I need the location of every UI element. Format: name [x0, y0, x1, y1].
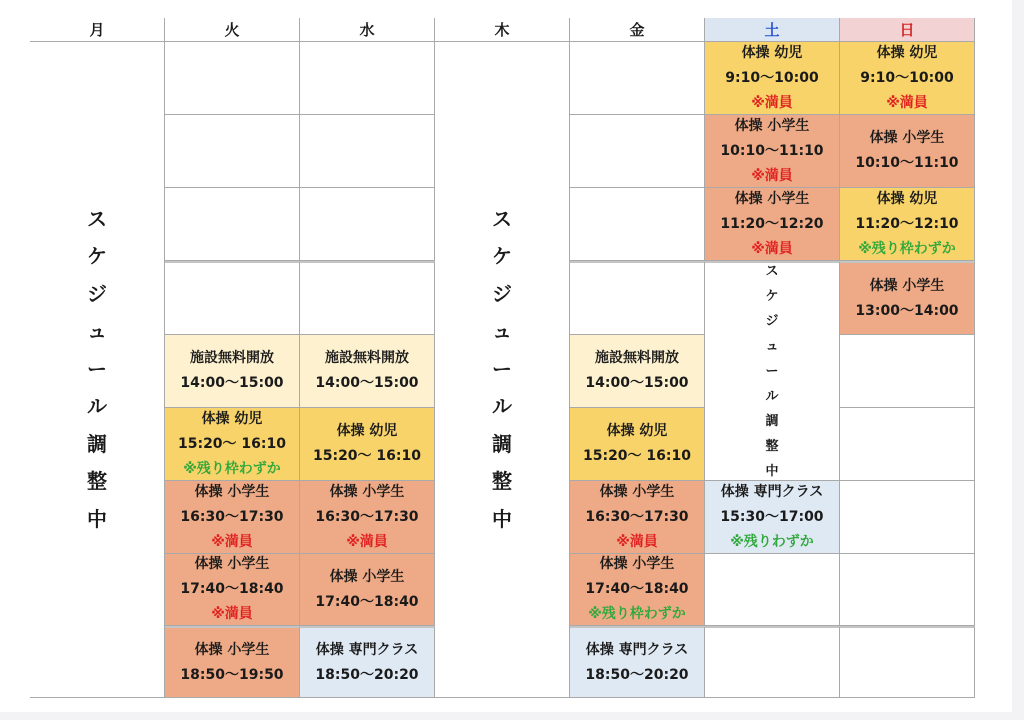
tue-empty-1: [165, 42, 300, 115]
sat-empty-1: [705, 554, 840, 626]
status-full: ※満員: [346, 533, 388, 550]
wed-class-advanced: 体操 専門クラス 18:50〜20:20: [300, 626, 435, 698]
fri-empty-3: [570, 188, 705, 261]
wed-empty-4: [300, 261, 435, 335]
tue-class-elementary-3: 体操 小学生 18:50〜19:50: [165, 626, 300, 698]
header-wednesday: 水: [300, 18, 435, 42]
tue-empty-4: [165, 261, 300, 335]
fri-class-infant: 体操 幼児 15:20〜 16:10: [570, 408, 705, 481]
monday-adjusting-cell: [30, 42, 165, 698]
sat-class-advanced: 体操 専門クラス 15:30〜17:00 ※残りわずか: [705, 481, 840, 554]
tue-class-infant: 体操 幼児 15:20〜 16:10 ※残り枠わずか: [165, 408, 300, 481]
tue-class-elementary-2: 体操 小学生 17:40〜18:40 ※満員: [165, 554, 300, 626]
tue-empty-3: [165, 188, 300, 261]
wed-class-elementary-2: 体操 小学生 17:40〜18:40: [300, 554, 435, 626]
status-full: ※満員: [211, 606, 253, 622]
status-few-left: ※残りわずか: [730, 533, 814, 550]
sun-class-infant-2: 体操 幼児 11:20〜12:10 ※残り枠わずか: [840, 188, 975, 261]
status-few-left: ※残り枠わずか: [588, 606, 686, 622]
wed-class-open-gym: 施設無料開放 14:00〜15:00: [300, 335, 435, 408]
status-full: ※満員: [751, 167, 793, 184]
sun-class-elementary-2: 体操 小学生 13:00〜14:00: [840, 261, 975, 335]
sat-class-elementary-1: 体操 小学生 10:10〜11:10 ※満員: [705, 115, 840, 188]
fri-class-elementary-2: 体操 小学生 17:40〜18:40 ※残り枠わずか: [570, 554, 705, 626]
status-few-left: ※残り枠わずか: [183, 460, 281, 477]
weekly-timetable: [30, 18, 978, 698]
thursday-adjusting-text: ス ケ ジ ュ ー ル 調 整 中: [492, 206, 512, 531]
sun-empty-1: [840, 335, 975, 408]
sun-empty-3: [840, 481, 975, 554]
fri-empty-2: [570, 115, 705, 188]
status-full: ※満員: [211, 533, 253, 550]
wed-empty-1: [300, 42, 435, 115]
header-sunday: 日: [840, 18, 975, 42]
saturday-adjusting-cell: [705, 261, 840, 481]
header-thursday: 木: [435, 18, 570, 42]
wed-empty-2: [300, 115, 435, 188]
sun-empty-4: [840, 554, 975, 626]
fri-class-open-gym: 施設無料開放 14:00〜15:00: [570, 335, 705, 408]
tue-empty-2: [165, 115, 300, 188]
header-saturday: 土: [705, 18, 840, 42]
header-tuesday: 火: [165, 18, 300, 42]
wed-class-elementary-1: 体操 小学生 16:30〜17:30 ※満員: [300, 481, 435, 554]
sun-empty-2: [840, 408, 975, 481]
fri-class-elementary-1: 体操 小学生 16:30〜17:30 ※満員: [570, 481, 705, 554]
sun-class-infant-1: 体操 幼児 9:10〜10:00 ※満員: [840, 42, 975, 115]
status-full: ※満員: [751, 94, 793, 111]
thursday-adjusting-cell: [435, 42, 570, 698]
tue-class-open-gym: 施設無料開放 14:00〜15:00: [165, 335, 300, 408]
sun-empty-5: [840, 626, 975, 698]
sun-class-elementary-1: 体操 小学生 10:10〜11:10: [840, 115, 975, 188]
status-few-left: ※残り枠わずか: [858, 240, 956, 257]
saturday-adjusting-text: ス ケ ジ ュ ー ル 調 整 中: [765, 264, 779, 479]
header-monday: 月: [30, 18, 165, 42]
header-friday: 金: [570, 18, 705, 42]
status-full: ※満員: [886, 94, 928, 111]
fri-empty-1: [570, 42, 705, 115]
sat-class-elementary-2: 体操 小学生 11:20〜12:20 ※満員: [705, 188, 840, 261]
wed-empty-3: [300, 188, 435, 261]
fri-class-advanced: 体操 専門クラス 18:50〜20:20: [570, 626, 705, 698]
status-full: ※満員: [616, 533, 658, 550]
fri-empty-4: [570, 261, 705, 335]
monday-adjusting-text: ス ケ ジ ュ ー ル 調 整 中: [87, 206, 107, 531]
sat-class-infant: 体操 幼児 9:10〜10:00 ※満員: [705, 42, 840, 115]
status-full: ※満員: [751, 240, 793, 257]
wed-class-infant: 体操 幼児 15:20〜 16:10: [300, 408, 435, 481]
tue-class-elementary-1: 体操 小学生 16:30〜17:30 ※満員: [165, 481, 300, 554]
sat-empty-2: [705, 626, 840, 698]
